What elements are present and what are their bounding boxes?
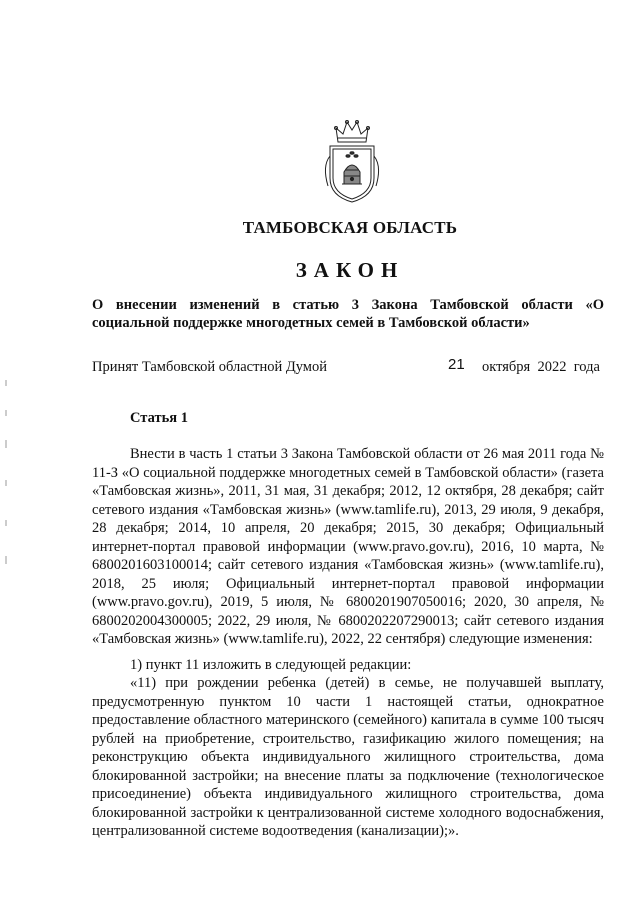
adoption-month-year: октября 2022 года (482, 359, 600, 375)
amendment-quote-paragraph: «11) при рождении ребенка (детей) в семье, не получавшей выплату, предусмотренную пунктом 10 части 1 настоящей статьи, однократное предоставление областного материнского (семейного) капитала в сумме 100 тысяч рублей на приобретение, строительство, газификацию жилого помещения; на реконструкцию объекта индивидуального жилищного строительства, дома блокированной застройки; на внесение платы за подключение (технологическое присоединение) объекта индивидуального жилищного строительства, дома блокированной застройки к централизованной системе холодного водоснабжения, централизованной системе водоотведения (канализации);». (92, 675, 604, 839)
article-intro-paragraph: Внести в часть 1 статьи 3 Закона Тамбовской области от 26 мая 2011 года № 11-З «О социальной поддержке многодетных семей в Тамбовской области» (газета «Тамбовская жизнь», 2011, 31 мая, 31 декабря; 2012, 12 октября, 28 декабря; сайт сетевого издания «Тамбовская жизнь» (www.tamlife.ru), 2013, 29 июля, 9 декабря, 28 декабря; 2014, 10 апреля, 20 декабря; 2015, 30 декабря; Официальный интернет-портал правовой информации (www.pravo.gov.ru), 2016, 10 марта, № 6800201603100014; сайт сетевого издания «Тамбовская жизнь» (www.tamlife.ru), 2018, 25 июля; Официальный интернет-портал правовой информации (www.pravo.gov.ru), 2019, 5 июля, № 6800201907050016; 2020, 30 апреля, № 6800202004300005; 2022, 29 июля, № 6800202207290013; сайт сетевого издания «Тамбовская жизнь» (www.tamlife.ru), 2022, 22 сентября) следующие изменения: (92, 446, 604, 647)
article-heading: Статья 1 (130, 410, 188, 426)
amendment-item-1: 1) пункт 11 изложить в следующей редакции: (130, 657, 412, 673)
margin-scan-marks (4, 380, 8, 570)
law-subject: О внесении изменений в статью 3 Закона Тамбовской области «О социальной поддержке многодетных семей в Тамбовской области» (92, 297, 604, 331)
region-heading: ТАМБОВСКАЯ ОБЛАСТЬ (242, 218, 458, 237)
adoption-day: 21 (448, 356, 465, 373)
document-type-title: ЗАКОН (295, 258, 405, 282)
adoption-label: Принят Тамбовской областной Думой (92, 359, 327, 375)
coat-of-arms-icon (318, 116, 386, 206)
